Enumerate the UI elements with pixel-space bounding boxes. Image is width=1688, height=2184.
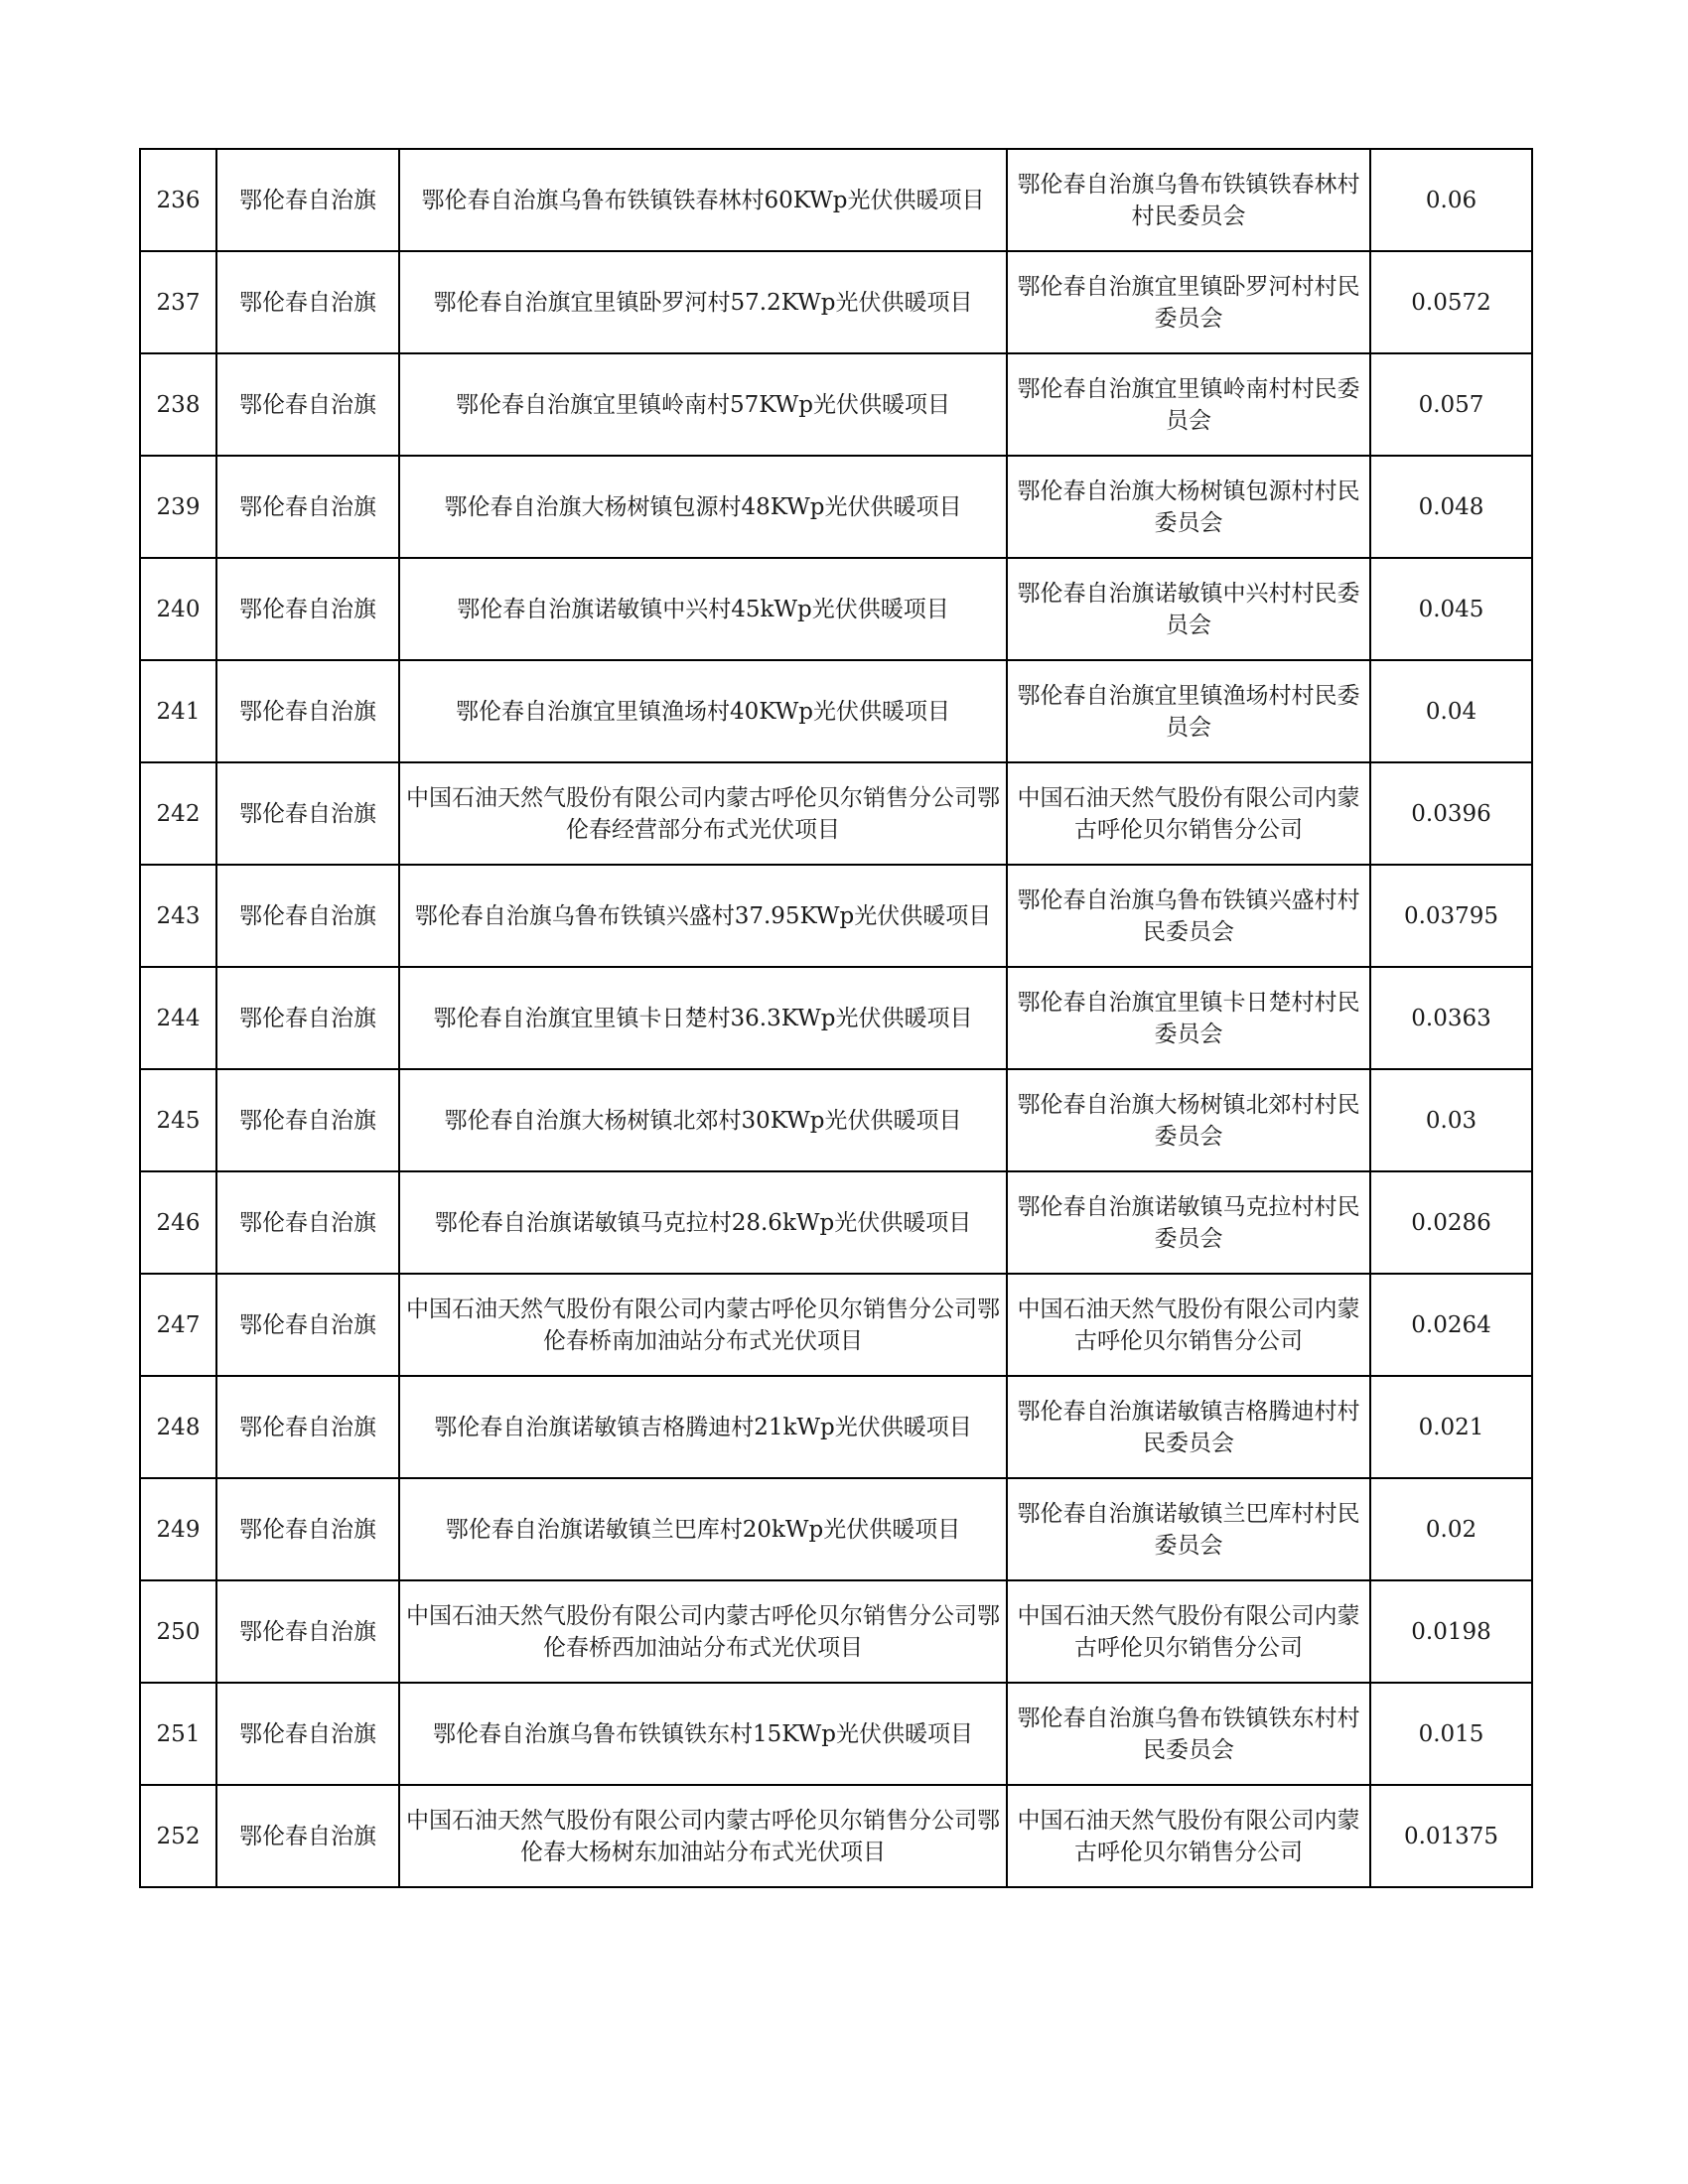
project-name-cell: 中国石油天然气股份有限公司内蒙古呼伦贝尔销售分公司鄂伦春桥西加油站分布式光伏项目: [399, 1580, 1007, 1683]
capacity-value-cell: 0.0264: [1370, 1274, 1532, 1376]
region-cell: 鄂伦春自治旗: [216, 456, 399, 558]
region-cell: 鄂伦春自治旗: [216, 558, 399, 660]
project-table: [139, 148, 1533, 1888]
capacity-value-cell: 0.0198: [1370, 1580, 1532, 1683]
row-number-cell: 237: [140, 251, 216, 353]
capacity-value-cell: 0.048: [1370, 456, 1532, 558]
project-name-cell: 鄂伦春自治旗宜里镇卡日楚村36.3KWp光伏供暖项目: [399, 967, 1007, 1069]
owner-unit-cell: 鄂伦春自治旗宜里镇卧罗河村村民委员会: [1007, 251, 1370, 353]
owner-unit-cell: 鄂伦春自治旗宜里镇渔场村村民委员会: [1007, 660, 1370, 762]
row-number-cell: 250: [140, 1580, 216, 1683]
capacity-value-cell: 0.015: [1370, 1683, 1532, 1785]
region-cell: 鄂伦春自治旗: [216, 762, 399, 865]
table-row: [140, 1580, 1532, 1683]
capacity-value-cell: 0.04: [1370, 660, 1532, 762]
table-row: [140, 865, 1532, 967]
project-name-cell: 中国石油天然气股份有限公司内蒙古呼伦贝尔销售分公司鄂伦春大杨树东加油站分布式光伏项目: [399, 1785, 1007, 1887]
row-number-cell: 244: [140, 967, 216, 1069]
table-body: [140, 149, 1532, 1887]
row-number-cell: 243: [140, 865, 216, 967]
table-row: [140, 1478, 1532, 1580]
row-number-cell: 246: [140, 1171, 216, 1274]
project-name-cell: 鄂伦春自治旗宜里镇渔场村40KWp光伏供暖项目: [399, 660, 1007, 762]
region-cell: 鄂伦春自治旗: [216, 1683, 399, 1785]
owner-unit-cell: 鄂伦春自治旗诺敏镇吉格腾迪村村民委员会: [1007, 1376, 1370, 1478]
region-cell: 鄂伦春自治旗: [216, 1478, 399, 1580]
region-cell: 鄂伦春自治旗: [216, 1376, 399, 1478]
owner-unit-cell: 鄂伦春自治旗宜里镇卡日楚村村民委员会: [1007, 967, 1370, 1069]
table-row: [140, 1785, 1532, 1887]
project-name-cell: 鄂伦春自治旗乌鲁布铁镇铁春林村60KWp光伏供暖项目: [399, 149, 1007, 251]
table-row: [140, 762, 1532, 865]
table-row: [140, 251, 1532, 353]
owner-unit-cell: 鄂伦春自治旗诺敏镇兰巴库村村民委员会: [1007, 1478, 1370, 1580]
row-number-cell: 245: [140, 1069, 216, 1171]
table-row: [140, 1171, 1532, 1274]
region-cell: 鄂伦春自治旗: [216, 1171, 399, 1274]
project-name-cell: 鄂伦春自治旗宜里镇岭南村57KWp光伏供暖项目: [399, 353, 1007, 456]
owner-unit-cell: 中国石油天然气股份有限公司内蒙古呼伦贝尔销售分公司: [1007, 762, 1370, 865]
capacity-value-cell: 0.057: [1370, 353, 1532, 456]
capacity-value-cell: 0.06: [1370, 149, 1532, 251]
row-number-cell: 251: [140, 1683, 216, 1785]
project-name-cell: 鄂伦春自治旗乌鲁布铁镇兴盛村37.95KWp光伏供暖项目: [399, 865, 1007, 967]
row-number-cell: 236: [140, 149, 216, 251]
owner-unit-cell: 中国石油天然气股份有限公司内蒙古呼伦贝尔销售分公司: [1007, 1580, 1370, 1683]
project-name-cell: 鄂伦春自治旗大杨树镇包源村48KWp光伏供暖项目: [399, 456, 1007, 558]
table-row: [140, 967, 1532, 1069]
region-cell: 鄂伦春自治旗: [216, 149, 399, 251]
capacity-value-cell: 0.0286: [1370, 1171, 1532, 1274]
project-name-cell: 鄂伦春自治旗诺敏镇兰巴库村20kWp光伏供暖项目: [399, 1478, 1007, 1580]
row-number-cell: 247: [140, 1274, 216, 1376]
table-row: [140, 1069, 1532, 1171]
owner-unit-cell: 鄂伦春自治旗宜里镇岭南村村民委员会: [1007, 353, 1370, 456]
region-cell: 鄂伦春自治旗: [216, 967, 399, 1069]
project-name-cell: 中国石油天然气股份有限公司内蒙古呼伦贝尔销售分公司鄂伦春桥南加油站分布式光伏项目: [399, 1274, 1007, 1376]
table-row: [140, 149, 1532, 251]
region-cell: 鄂伦春自治旗: [216, 1274, 399, 1376]
project-name-cell: 鄂伦春自治旗诺敏镇吉格腾迪村21kWp光伏供暖项目: [399, 1376, 1007, 1478]
owner-unit-cell: 鄂伦春自治旗乌鲁布铁镇铁春林村村民委员会: [1007, 149, 1370, 251]
region-cell: 鄂伦春自治旗: [216, 353, 399, 456]
owner-unit-cell: 鄂伦春自治旗大杨树镇北郊村村民委员会: [1007, 1069, 1370, 1171]
row-number-cell: 248: [140, 1376, 216, 1478]
owner-unit-cell: 中国石油天然气股份有限公司内蒙古呼伦贝尔销售分公司: [1007, 1785, 1370, 1887]
capacity-value-cell: 0.02: [1370, 1478, 1532, 1580]
project-name-cell: 中国石油天然气股份有限公司内蒙古呼伦贝尔销售分公司鄂伦春经营部分布式光伏项目: [399, 762, 1007, 865]
capacity-value-cell: 0.021: [1370, 1376, 1532, 1478]
owner-unit-cell: 鄂伦春自治旗乌鲁布铁镇兴盛村村民委员会: [1007, 865, 1370, 967]
owner-unit-cell: 鄂伦春自治旗大杨树镇包源村村民委员会: [1007, 456, 1370, 558]
table-row: [140, 1683, 1532, 1785]
project-name-cell: 鄂伦春自治旗诺敏镇中兴村45kWp光伏供暖项目: [399, 558, 1007, 660]
project-name-cell: 鄂伦春自治旗诺敏镇马克拉村28.6kWp光伏供暖项目: [399, 1171, 1007, 1274]
region-cell: 鄂伦春自治旗: [216, 865, 399, 967]
capacity-value-cell: 0.0396: [1370, 762, 1532, 865]
owner-unit-cell: 鄂伦春自治旗诺敏镇马克拉村村民委员会: [1007, 1171, 1370, 1274]
region-cell: 鄂伦春自治旗: [216, 660, 399, 762]
capacity-value-cell: 0.03795: [1370, 865, 1532, 967]
project-name-cell: 鄂伦春自治旗大杨树镇北郊村30KWp光伏供暖项目: [399, 1069, 1007, 1171]
row-number-cell: 242: [140, 762, 216, 865]
region-cell: 鄂伦春自治旗: [216, 251, 399, 353]
owner-unit-cell: 鄂伦春自治旗诺敏镇中兴村村民委员会: [1007, 558, 1370, 660]
row-number-cell: 238: [140, 353, 216, 456]
table-row: [140, 558, 1532, 660]
owner-unit-cell: 中国石油天然气股份有限公司内蒙古呼伦贝尔销售分公司: [1007, 1274, 1370, 1376]
capacity-value-cell: 0.0363: [1370, 967, 1532, 1069]
row-number-cell: 240: [140, 558, 216, 660]
capacity-value-cell: 0.0572: [1370, 251, 1532, 353]
table-row: [140, 660, 1532, 762]
table-row: [140, 1376, 1532, 1478]
project-name-cell: 鄂伦春自治旗宜里镇卧罗河村57.2KWp光伏供暖项目: [399, 251, 1007, 353]
region-cell: 鄂伦春自治旗: [216, 1580, 399, 1683]
project-name-cell: 鄂伦春自治旗乌鲁布铁镇铁东村15KWp光伏供暖项目: [399, 1683, 1007, 1785]
capacity-value-cell: 0.03: [1370, 1069, 1532, 1171]
capacity-value-cell: 0.045: [1370, 558, 1532, 660]
capacity-value-cell: 0.01375: [1370, 1785, 1532, 1887]
region-cell: 鄂伦春自治旗: [216, 1069, 399, 1171]
row-number-cell: 252: [140, 1785, 216, 1887]
row-number-cell: 239: [140, 456, 216, 558]
table-row: [140, 353, 1532, 456]
row-number-cell: 241: [140, 660, 216, 762]
region-cell: 鄂伦春自治旗: [216, 1785, 399, 1887]
table-row: [140, 456, 1532, 558]
table-row: [140, 1274, 1532, 1376]
row-number-cell: 249: [140, 1478, 216, 1580]
owner-unit-cell: 鄂伦春自治旗乌鲁布铁镇铁东村村民委员会: [1007, 1683, 1370, 1785]
